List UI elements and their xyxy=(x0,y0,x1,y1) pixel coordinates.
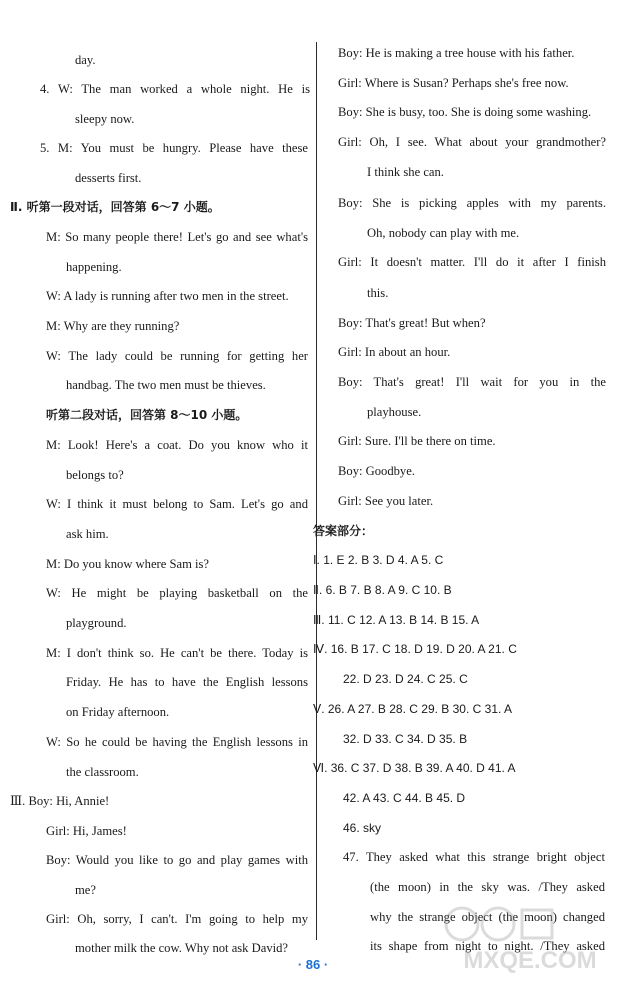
left-line-15: W: I think it must belong to Sam. Let's go and xyxy=(46,497,308,511)
left-line-16: ask him. xyxy=(66,527,109,541)
right-line-3: Girl: Oh, I see. What about your grandmother? xyxy=(338,135,606,149)
left-line-28: me? xyxy=(75,883,96,897)
left-line-4: desserts first. xyxy=(75,171,142,185)
right-line-17: Ⅰ. 1. E 2. B 3. D 4. A 5. C xyxy=(313,553,444,567)
left-line-21: Friday. He has to have the English lessons xyxy=(66,675,308,689)
left-line-24: the classroom. xyxy=(66,765,139,779)
right-line-13: Girl: Sure. I'll be there on time. xyxy=(338,434,496,448)
left-line-14: belongs to? xyxy=(66,468,124,482)
right-line-27: 47. They asked what this strange bright object xyxy=(343,850,605,864)
left-line-27: Boy: Would you like to go and play games with xyxy=(46,853,308,867)
left-line-29: Girl: Oh, sorry, I can't. I'm going to help my xyxy=(46,912,308,926)
right-line-12: playhouse. xyxy=(367,405,422,419)
left-line-26: Girl: Hi, James! xyxy=(46,824,127,838)
right-line-2: Boy: She is busy, too. She is doing some washing. xyxy=(338,105,592,119)
left-line-23: W: So he could be having the English lessons in xyxy=(46,735,308,749)
left-line-10: W: The lady could be running for getting her xyxy=(46,349,308,363)
left-line-20: M: I don't think so. He can't be there. Today is xyxy=(46,646,308,660)
right-line-21: 22. D 23. D 24. C 25. C xyxy=(343,672,468,686)
left-line-22: on Friday afternoon. xyxy=(66,705,170,719)
right-line-4: I think she can. xyxy=(367,165,444,179)
right-line-29: why the strange object (the moon) changed xyxy=(370,910,605,924)
right-line-10: Girl: In about an hour. xyxy=(338,345,451,359)
left-line-3: 5. M: You must be hungry. Please have these xyxy=(40,141,308,155)
left-line-19: playground. xyxy=(66,616,127,630)
left-line-0: day. xyxy=(75,53,96,67)
page-number: · 86 · xyxy=(297,957,329,972)
right-line-30: its shape from night to night. /They asked xyxy=(370,939,605,953)
watermark-text: MXQE.COM xyxy=(463,947,597,974)
left-line-1: 4. W: The man worked a whole night. He is xyxy=(40,82,310,96)
right-line-18: Ⅱ. 6. B 7. B 8. A 9. C 10. B xyxy=(313,583,452,597)
left-line-12: 听第二段对话，回答第 8～10 小题。 xyxy=(46,408,248,422)
left-line-17: M: Do you know where Sam is? xyxy=(46,557,209,571)
right-line-1: Girl: Where is Susan? Perhaps she's free now. xyxy=(338,76,569,90)
right-line-8: this. xyxy=(367,286,389,300)
left-line-2: sleepy now. xyxy=(75,112,135,126)
left-line-6: M: So many people there! Let's go and see what's xyxy=(46,230,308,244)
right-line-0: Boy: He is making a tree house with his father. xyxy=(338,46,575,60)
left-line-25: Ⅲ. Boy: Hi, Annie! xyxy=(10,794,110,808)
column-divider xyxy=(316,42,317,940)
left-line-30: mother milk the cow. Why not ask David? xyxy=(75,941,288,955)
left-line-8: W: A lady is running after two men in the street. xyxy=(46,289,289,303)
right-line-20: Ⅳ. 16. B 17. C 18. D 19. D 20. A 21. C xyxy=(313,642,517,656)
left-line-5: Ⅱ. 听第一段对话，回答第 6～7 小题。 xyxy=(10,200,220,214)
right-line-11: Boy: That's great! I'll wait for you in the xyxy=(338,375,606,389)
right-line-6: Oh, nobody can play with me. xyxy=(367,226,520,240)
right-line-5: Boy: She is picking apples with my parents. xyxy=(338,196,606,210)
watermark-logo xyxy=(440,896,620,976)
left-line-18: W: He might be playing basketball on the xyxy=(46,586,308,600)
right-line-16: 答案部分： xyxy=(313,524,374,538)
left-line-13: M: Look! Here's a coat. Do you know who it xyxy=(46,438,308,452)
right-line-22: Ⅴ. 26. A 27. B 28. C 29. B 30. C 31. A xyxy=(313,702,513,716)
left-line-7: happening. xyxy=(66,260,122,274)
right-line-28: (the moon) in the sky was. /They asked xyxy=(370,880,605,894)
right-line-23: 32. D 33. C 34. D 35. B xyxy=(343,732,468,746)
right-line-7: Girl: It doesn't matter. I'll do it after I finish xyxy=(338,255,606,269)
right-line-19: Ⅲ. 11. C 12. A 13. B 14. B 15. A xyxy=(313,613,480,627)
right-line-26: 46. sky xyxy=(343,821,382,835)
right-line-9: Boy: That's great! But when? xyxy=(338,316,486,330)
right-line-15: Girl: See you later. xyxy=(338,494,434,508)
left-line-11: handbag. The two men must be thieves. xyxy=(66,378,266,392)
right-line-14: Boy: Goodbye. xyxy=(338,464,415,478)
right-line-24: Ⅵ. 36. C 37. D 38. B 39. A 40. D 41. A xyxy=(313,761,516,775)
left-line-9: M: Why are they running? xyxy=(46,319,180,333)
right-line-25: 42. A 43. C 44. B 45. D xyxy=(343,791,466,805)
